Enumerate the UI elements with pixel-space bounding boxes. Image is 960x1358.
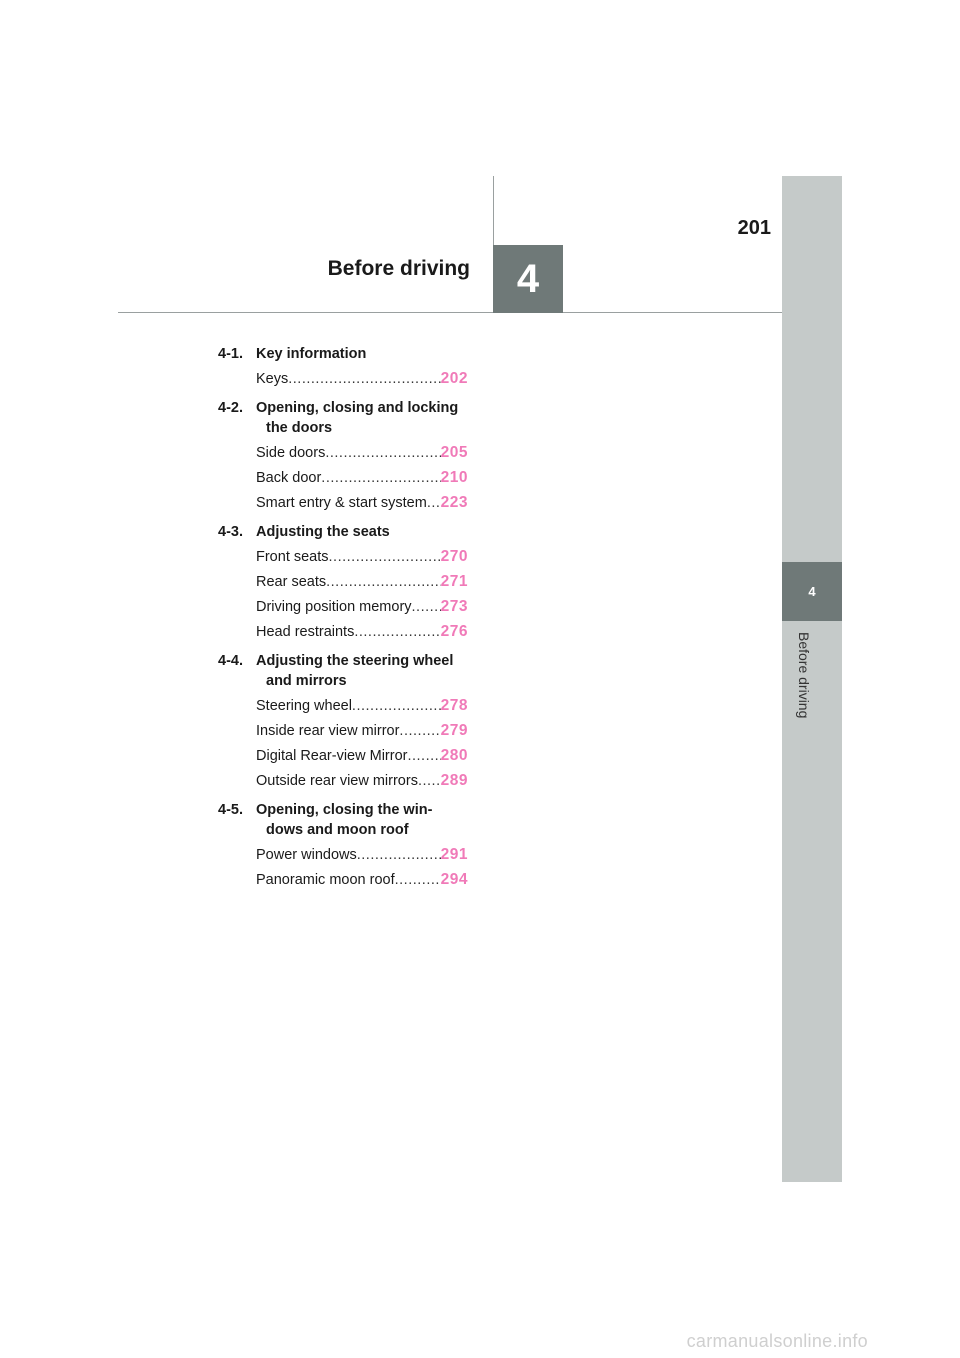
entry-page-link[interactable]: 270 bbox=[440, 548, 468, 565]
chapter-title: Before driving bbox=[327, 257, 470, 280]
chapter-number: 4 bbox=[493, 245, 563, 313]
side-tab-number: 4 bbox=[782, 562, 842, 621]
entry-page-link[interactable]: 280 bbox=[440, 747, 468, 764]
toc-entry[interactable] bbox=[256, 870, 468, 890]
dot-leader bbox=[354, 622, 440, 642]
header-divider-horizontal bbox=[118, 312, 782, 313]
entry-label: Rear seats bbox=[256, 574, 327, 590]
toc-entry[interactable] bbox=[256, 547, 468, 567]
section-number: 4-2. bbox=[218, 400, 243, 416]
dot-leader bbox=[288, 369, 440, 389]
section-title bbox=[256, 398, 468, 438]
watermark: carmanualsonline.info bbox=[686, 1331, 868, 1351]
entry-page-link[interactable]: 271 bbox=[440, 573, 468, 590]
entry-page-link[interactable]: 291 bbox=[440, 846, 468, 863]
toc-entry[interactable] bbox=[256, 746, 468, 766]
dot-leader bbox=[407, 746, 440, 766]
entry-page-link[interactable]: 205 bbox=[440, 444, 468, 461]
dot-leader bbox=[399, 721, 440, 741]
section-number: 4-5. bbox=[218, 802, 243, 818]
section-title-line: dows and moon roof bbox=[266, 822, 409, 838]
entry-label: Smart entry & start system bbox=[256, 495, 427, 511]
dot-leader bbox=[352, 696, 441, 716]
section-title bbox=[256, 800, 468, 840]
entry-label: Outside rear view mirrors bbox=[256, 773, 418, 789]
entry-page-link[interactable]: 223 bbox=[440, 494, 468, 511]
entry-label: Head restraints bbox=[256, 624, 355, 640]
entry-page-link[interactable]: 279 bbox=[440, 722, 468, 739]
entry-page-link[interactable]: 294 bbox=[440, 871, 468, 888]
toc-entry[interactable] bbox=[256, 572, 468, 592]
section-title-line: Key information bbox=[256, 346, 367, 362]
section-number: 4-4. bbox=[218, 653, 243, 669]
side-strip bbox=[782, 176, 842, 1182]
dot-leader bbox=[326, 572, 441, 592]
toc-section bbox=[218, 522, 468, 542]
section-title-line: Adjusting the seats bbox=[256, 524, 390, 540]
dot-leader bbox=[418, 771, 441, 791]
dot-leader bbox=[321, 468, 440, 488]
entry-page-link[interactable]: 278 bbox=[440, 697, 468, 714]
toc-entry[interactable] bbox=[256, 845, 468, 865]
section-title-line: the doors bbox=[266, 420, 333, 436]
side-tab-label: Before driving bbox=[796, 632, 812, 719]
section-title-line: and mirrors bbox=[266, 673, 347, 689]
section-title bbox=[256, 522, 468, 542]
entry-label: Side doors bbox=[256, 445, 326, 461]
section-number: 4-3. bbox=[218, 524, 243, 540]
header-divider-vertical bbox=[493, 176, 494, 245]
toc-section bbox=[218, 800, 468, 840]
dot-leader bbox=[357, 845, 441, 865]
entry-label: Digital Rear-view Mirror bbox=[256, 748, 408, 764]
dot-leader bbox=[412, 597, 441, 617]
entry-page-link[interactable]: 273 bbox=[440, 598, 468, 615]
toc-section bbox=[218, 651, 468, 691]
dot-leader bbox=[325, 443, 440, 463]
toc-entry[interactable] bbox=[256, 771, 468, 791]
section-title bbox=[256, 651, 468, 691]
entry-label: Power windows bbox=[256, 847, 357, 863]
entry-label: Panoramic moon roof bbox=[256, 872, 395, 888]
entry-page-link[interactable]: 210 bbox=[440, 469, 468, 486]
toc-entry[interactable] bbox=[256, 622, 468, 642]
entry-label: Driving position memory bbox=[256, 599, 412, 615]
entry-label: Front seats bbox=[256, 549, 329, 565]
toc-entry[interactable] bbox=[256, 597, 468, 617]
section-title bbox=[256, 344, 468, 364]
dot-leader bbox=[427, 493, 441, 513]
toc-entry[interactable] bbox=[256, 369, 468, 389]
toc-entry[interactable] bbox=[256, 468, 468, 488]
toc-section bbox=[218, 398, 468, 438]
toc-entry[interactable] bbox=[256, 696, 468, 716]
toc-section bbox=[218, 344, 468, 364]
toc-entry[interactable] bbox=[256, 721, 468, 741]
page-number: 201 bbox=[737, 217, 771, 239]
table-of-contents bbox=[218, 344, 468, 890]
entry-label: Keys bbox=[256, 371, 289, 387]
entry-label: Steering wheel bbox=[256, 698, 352, 714]
section-title-line: Opening, closing and locking bbox=[256, 400, 459, 416]
entry-page-link[interactable]: 289 bbox=[440, 772, 468, 789]
dot-leader bbox=[395, 870, 441, 890]
section-title-line: Adjusting the steering wheel bbox=[256, 653, 454, 669]
entry-label: Back door bbox=[256, 470, 322, 486]
dot-leader bbox=[329, 547, 441, 567]
section-number: 4-1. bbox=[218, 346, 243, 362]
entry-page-link[interactable]: 276 bbox=[440, 623, 468, 640]
entry-page-link[interactable]: 202 bbox=[440, 370, 468, 387]
section-title-line: Opening, closing the win- bbox=[256, 802, 433, 818]
entry-label: Inside rear view mirror bbox=[256, 723, 400, 739]
toc-entry[interactable] bbox=[256, 493, 468, 513]
toc-entry[interactable] bbox=[256, 443, 468, 463]
